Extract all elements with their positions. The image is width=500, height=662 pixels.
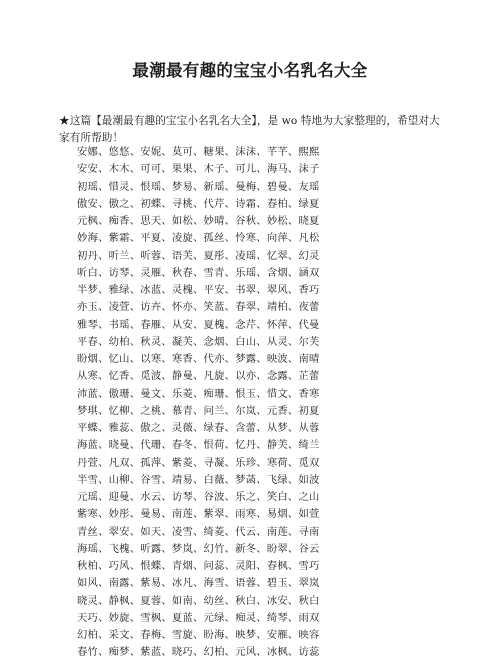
name-row: 青丝、翠安、如天、凌雪、绮菱、代云、南莲、寻南 — [77, 525, 320, 538]
name-row: 初丹、听兰、听蓉、语芙、夏彤、凌瑶、忆翠、幻灵 — [77, 249, 320, 262]
name-row: 梦琪、忆柳、之桃、慕青、问兰、尔岚、元香、初夏 — [77, 404, 320, 417]
name-row: 春竹、痴梦、紫蓝、晓巧、幻柏、元风、冰枫、访蕊 — [77, 646, 320, 659]
name-row: 海蓝、晓曼、代珊、春冬、恨荷、忆丹、静芙、绮兰 — [77, 439, 320, 452]
name-row: 天巧、妙旋、雪枫、夏蓝、元绿、痴灵、绮琴、雨双 — [77, 611, 320, 624]
name-row: 秋柏、巧风、恨蝶、青烟、问蕊、灵阳、春枫、雪巧 — [77, 560, 320, 572]
name-row: 元枫、痴香、思天、如松、妙晴、谷秋、妙松、晓夏 — [77, 215, 320, 227]
name-row: 傲安、傲之、初蝶、寻桃、代芹、诗霜、春柏、绿夏 — [77, 197, 320, 210]
intro-paragraph: ★这篇【最潮最有趣的宝宝小名乳名大全】，是 wo 特地为大家整理的，希望对大家有所帮助！ — [59, 115, 440, 144]
name-row: 沛蓝、傲珊、曼文、乐菱、痴珊、恨玉、惜文、香寒 — [77, 387, 320, 400]
name-row: 元瑶、迎曼、水云、访琴、谷波、乐之、笑白、之山 — [77, 491, 320, 503]
name-row: 半梦、雅绿、冰蓝、灵槐、平安、书翠、翠风、香巧 — [77, 284, 320, 296]
name-row: 平春、幼柏、秋灵、凝芙、念烟、白山、从灵、尔芙 — [77, 335, 320, 348]
name-row: 半雪、山柳、谷雪、靖易、白薇、梦菡、飞绿、如波 — [77, 473, 320, 486]
name-row: 安安、木木、可可、果果、木子、可儿、海马、沫子 — [77, 163, 320, 176]
name-row: 紫寒、妙彤、曼易、南莲、紫翠、雨寒、易烟、如萱 — [77, 508, 320, 521]
document-title: 最潮最有趣的宝宝小名乳名大全 — [132, 61, 368, 80]
name-row: 从寒、忆香、觅波、静曼、凡旋、以亦、念露、芷蕾 — [77, 370, 320, 383]
name-row: 晓灵、静枫、夏蓉、如南、幼丝、秋白、冰安、秋白 — [77, 594, 320, 607]
name-row: 平蝶、雅蕊、傲之、灵薇、绿春、含蕾、从梦、从蓉 — [77, 422, 320, 434]
name-row: 雅琴、书瑶、春雁、从安、夏槐、念芹、怀萍、代曼 — [77, 318, 320, 331]
name-row: 初瑶、惜灵、恨瑶、梦易、新瑶、曼梅、碧曼、友瑶 — [77, 180, 320, 193]
name-row: 亦玉、凌萱、访卉、怀亦、笑蓝、春翠、靖柏、夜蕾 — [77, 301, 320, 314]
name-row: 丹萱、凡双、孤萍、紫菱、寻凝、乐珍、寒荷、觅双 — [77, 456, 320, 469]
name-row: 幻柏、采文、春梅、雪旋、盼海、映梦、安雁、映容 — [77, 629, 320, 641]
names-list — [77, 144, 397, 662]
name-row: 海瑶、飞槐、听露、梦岚、幻竹、新冬、盼翠、谷云 — [77, 542, 320, 555]
name-row: 盼烟、忆山、以寒、寒香、代亦、梦露、映波、南晴 — [77, 353, 320, 365]
name-row: 安娜、悠悠、安妮、莫可、糖果、沫沫、芊芊、熙熙 — [77, 146, 320, 158]
name-row: 听白、访琴、灵雁、秋春、雪青、乐瑶、含烟、涵双 — [77, 266, 320, 279]
name-row: 妙海、紫霜、平夏、凌旋、孤丝、怜寒、向萍、凡松 — [77, 232, 320, 245]
name-row: 如风、南露、紫易、冰凡、海雪、语蓉、碧玉、翠岚 — [77, 577, 320, 590]
